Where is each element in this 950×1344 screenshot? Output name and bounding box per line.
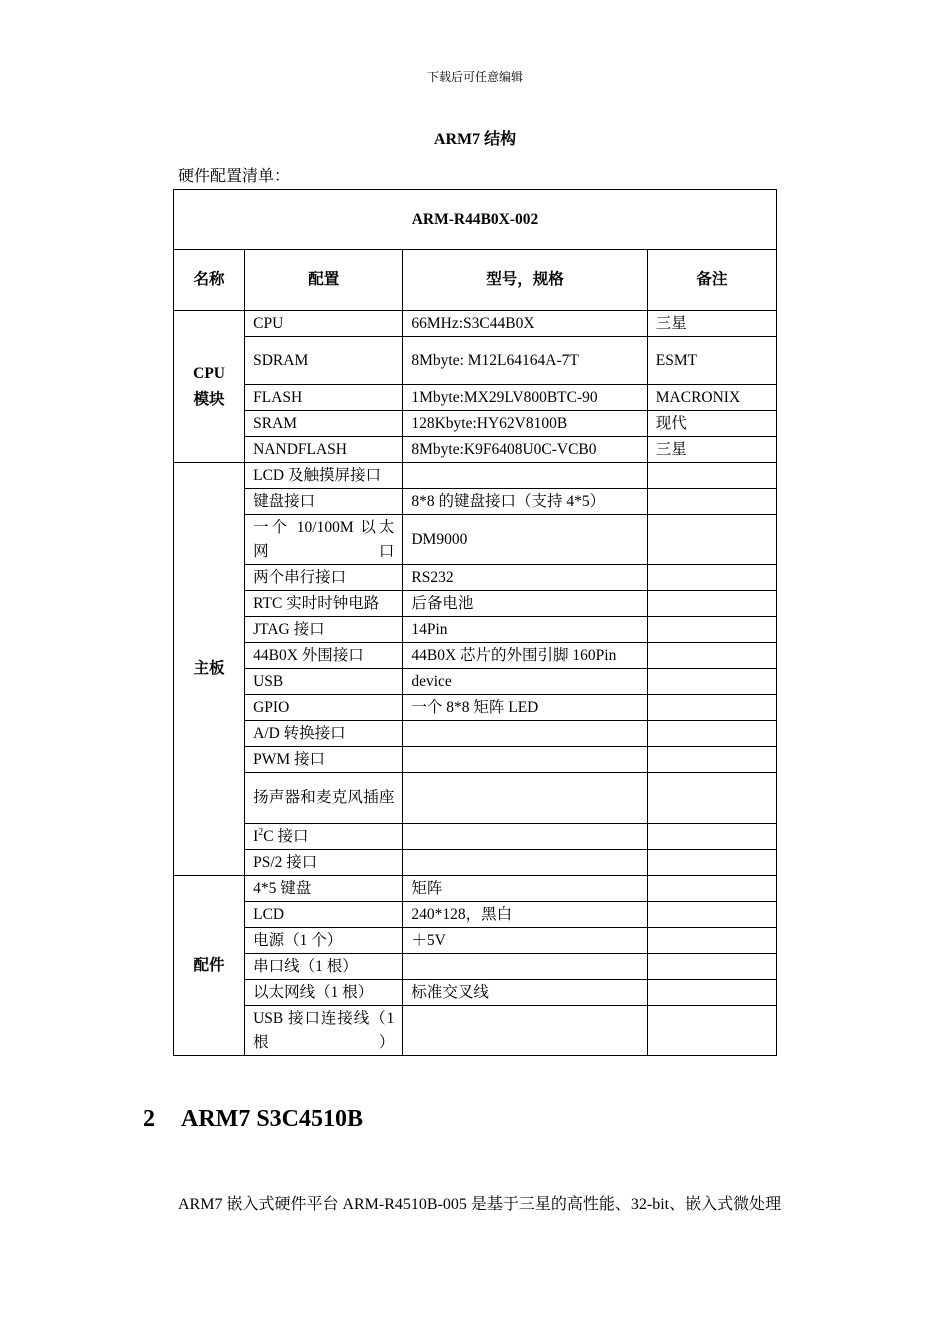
cell-note: [647, 643, 776, 669]
cell-model: [403, 824, 647, 850]
cell-note: [647, 876, 776, 902]
table-row: [174, 437, 777, 463]
table-row: [174, 954, 777, 980]
cell-note: [647, 463, 776, 489]
cell-note: [647, 1006, 776, 1056]
cell-model: 一个 8*8 矩阵 LED: [403, 695, 647, 721]
table-row: [174, 876, 777, 902]
group-name-line: CPU: [193, 364, 225, 382]
cell-model: 后备电池: [403, 591, 647, 617]
cell-config: NANDFLASH: [245, 437, 403, 463]
cell-config: LCD 及触摸屏接口: [245, 463, 403, 489]
cell-note: ESMT: [647, 337, 776, 385]
cell-model: DM9000: [403, 515, 647, 565]
group-name-cell: [174, 876, 245, 1056]
cell-model: [403, 463, 647, 489]
cell-note: [647, 591, 776, 617]
cell-model: ＋5V: [403, 928, 647, 954]
cell-config: CPU: [245, 311, 403, 337]
group-name-cell: [174, 463, 245, 876]
table-row: [174, 747, 777, 773]
table-row: [174, 489, 777, 515]
table-row: [174, 643, 777, 669]
cell-model: 标准交叉线: [403, 980, 647, 1006]
cell-config: JTAG 接口: [245, 617, 403, 643]
cell-config: 串口线（1 根）: [245, 954, 403, 980]
group-name-line: 主板: [193, 660, 225, 677]
cell-note: MACRONIX: [647, 385, 776, 411]
cell-note: [647, 928, 776, 954]
cell-note: [647, 489, 776, 515]
cell-note: [647, 850, 776, 876]
intro-paragraph: ARM7 嵌入式硬件平台 ARM-R4510B-005 是基于三星的高性能、32-bit、嵌入式微处理: [178, 1196, 782, 1213]
cell-config: LCD: [245, 902, 403, 928]
cell-config: SRAM: [245, 411, 403, 437]
cell-model: 8Mbyte: M12L64164A-7T: [403, 337, 647, 385]
cell-config: USB 接口连接线（1 根）: [245, 1006, 403, 1056]
cell-model: 8*8 的键盘接口（支持 4*5）: [403, 489, 647, 515]
cell-config: 44B0X 外围接口: [245, 643, 403, 669]
header-note: 下载后可任意编辑: [426, 70, 523, 84]
cell-config: 两个串行接口: [245, 565, 403, 591]
header-config: 配置: [245, 250, 403, 311]
hardware-list-label: 硬件配置清单：: [178, 168, 291, 185]
cell-model: [403, 954, 647, 980]
cell-note: [647, 902, 776, 928]
cell-config: SDRAM: [245, 337, 403, 385]
cell-model: 14Pin: [403, 617, 647, 643]
cell-config: 电源（1 个）: [245, 928, 403, 954]
cell-model: 矩阵: [403, 876, 647, 902]
section-title: ARM7 S3C4510B: [181, 1106, 364, 1132]
cell-config: PS/2 接口: [245, 850, 403, 876]
header-note: 备注: [647, 250, 776, 311]
group-name-cell: [174, 311, 245, 463]
cell-note: [647, 565, 776, 591]
cell-model: [403, 850, 647, 876]
document-title: ARM7 结构: [433, 131, 517, 148]
table-row: [174, 617, 777, 643]
table-row: [174, 385, 777, 411]
cell-config: FLASH: [245, 385, 403, 411]
cell-note: [647, 980, 776, 1006]
section-number: 2: [143, 1106, 155, 1132]
table-row: [174, 311, 777, 337]
cell-config: RTC 实时时钟电路: [245, 591, 403, 617]
table-row: [174, 773, 777, 824]
table-row: [174, 565, 777, 591]
cell-model: 1Mbyte:MX29LV800BTC-90: [403, 385, 647, 411]
table-row: [174, 928, 777, 954]
cell-note: [647, 824, 776, 850]
cell-model: 8Mbyte:K9F6408U0C-VCB0: [403, 437, 647, 463]
cell-model: 128Kbyte:HY62V8100B: [403, 411, 647, 437]
cell-note: 三星: [647, 437, 776, 463]
cell-model: [403, 747, 647, 773]
table-row: [174, 980, 777, 1006]
cell-note: [647, 695, 776, 721]
table-row: [174, 824, 777, 850]
group-name-line: 模块: [193, 390, 225, 408]
cell-config: 4*5 键盘: [245, 876, 403, 902]
header-model: 型号，规格: [403, 250, 647, 311]
table-row: [174, 591, 777, 617]
cell-model: device: [403, 669, 647, 695]
cell-model: 66MHz:S3C44B0X: [403, 311, 647, 337]
cell-config: PWM 接口: [245, 747, 403, 773]
cell-model: 240*128，黑白: [403, 902, 647, 928]
cell-model: RS232: [403, 565, 647, 591]
cell-note: [647, 515, 776, 565]
cell-config: 键盘接口: [245, 489, 403, 515]
cell-model: [403, 721, 647, 747]
cell-model: 44B0X 芯片的外围引脚 160Pin: [403, 643, 647, 669]
cell-config: GPIO: [245, 695, 403, 721]
cell-note: 现代: [647, 411, 776, 437]
table-row: [174, 1006, 777, 1056]
cell-note: [647, 669, 776, 695]
table-row: [174, 463, 777, 489]
table-row: [174, 669, 777, 695]
table-row: [174, 695, 777, 721]
cell-config: 一个 10/100M 以太网口: [245, 515, 403, 565]
cell-note: [647, 721, 776, 747]
table-row: [174, 411, 777, 437]
cell-model: [403, 773, 647, 824]
table-header-row: [174, 250, 777, 311]
cell-note: [647, 747, 776, 773]
cell-model: [403, 1006, 647, 1056]
cell-note: 三星: [647, 311, 776, 337]
cell-config: $I^2C$ 接口: [245, 824, 403, 850]
table-row: [174, 902, 777, 928]
section-heading: [143, 1106, 363, 1133]
table-title: ARM-R44B0X-002: [174, 190, 777, 250]
cell-note: [647, 773, 776, 824]
cell-config: A/D 转换接口: [245, 721, 403, 747]
hardware-config-table: [173, 189, 777, 1056]
table-row: [174, 721, 777, 747]
cell-note: [647, 954, 776, 980]
table-title-row: [174, 190, 777, 250]
cell-config: USB: [245, 669, 403, 695]
cell-config: 扬声器和麦克风插座: [245, 773, 403, 824]
cell-note: [647, 617, 776, 643]
table-row: [174, 337, 777, 385]
table-row: [174, 850, 777, 876]
group-name-line: 配件: [193, 956, 225, 974]
table-row: [174, 515, 777, 565]
cell-config: 以太网线（1 根）: [245, 980, 403, 1006]
header-name: 名称: [174, 250, 245, 311]
